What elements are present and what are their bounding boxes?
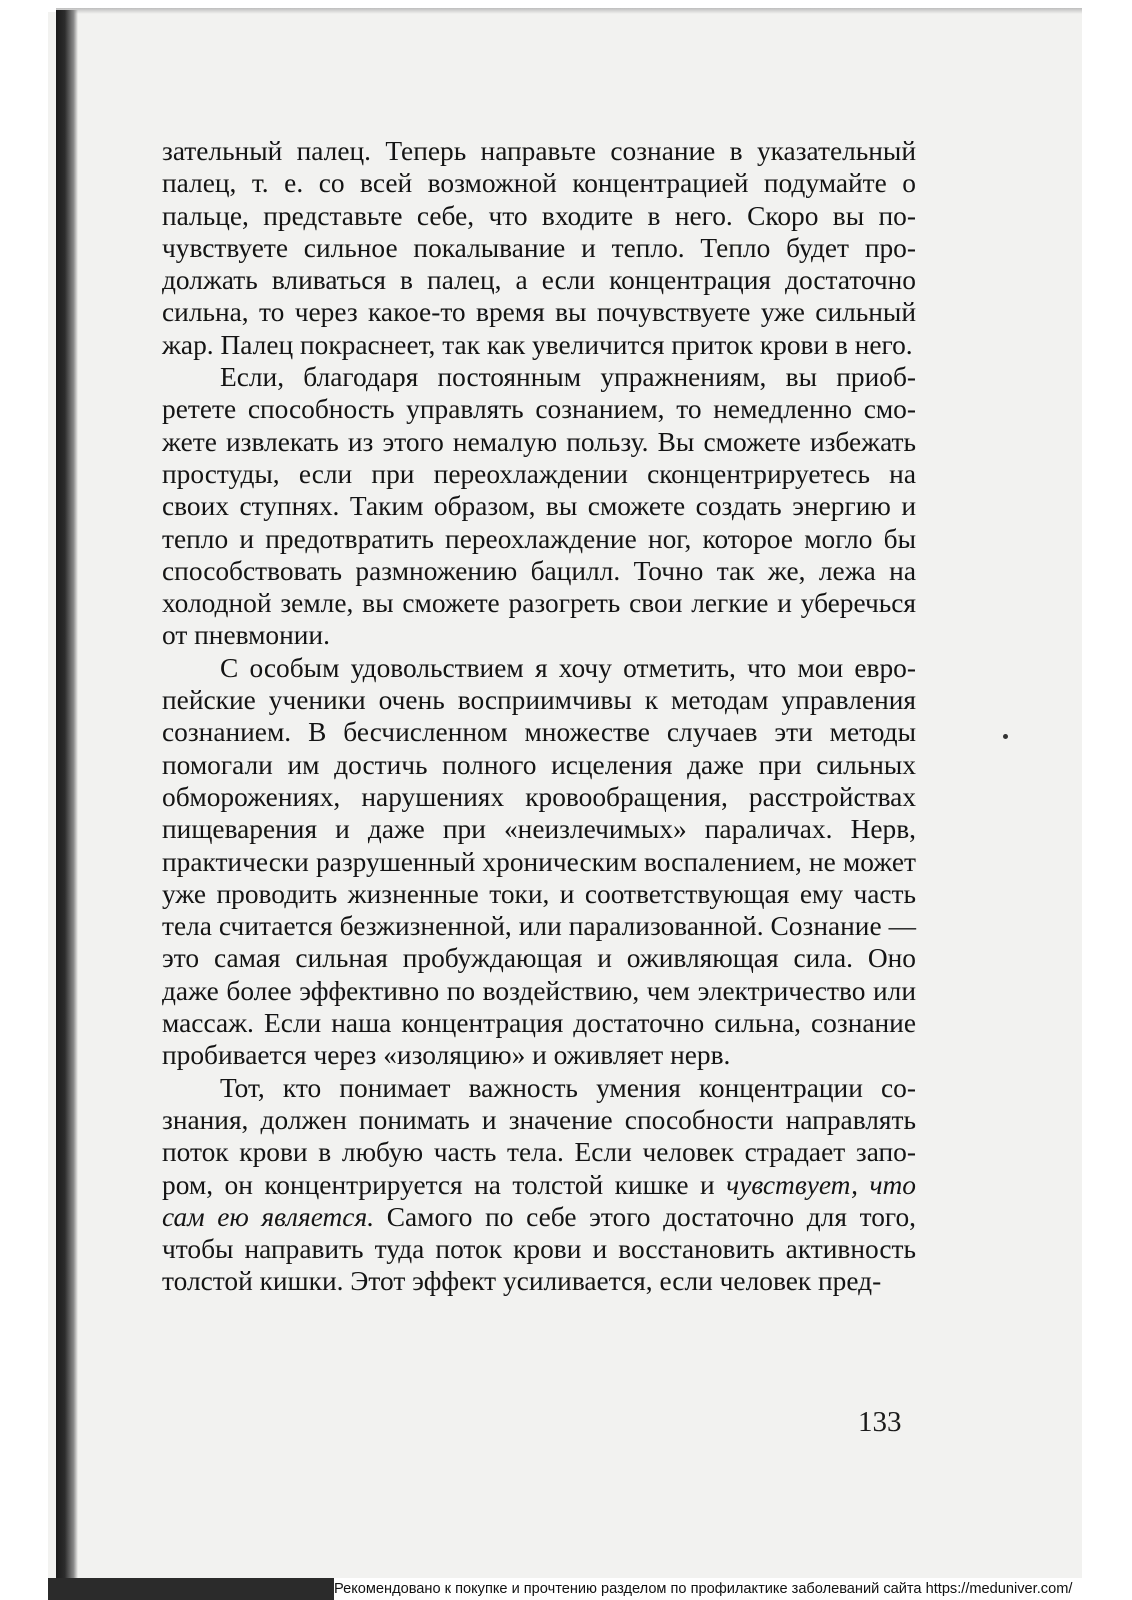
binding-shadow: [56, 10, 78, 1580]
footer-recommendation: Рекомендовано к покупке и прочтению разделом по профилактике заболеваний сайта https://meduniver.com/: [334, 1578, 1130, 1600]
paragraph-4-end: Самого по себе этого достаточно для того, чтобы направить туда поток крови и восстановить активность толстой кишки. Этот эффект усиливается, если человек пред-: [162, 1201, 916, 1297]
paragraph-3: С особым удовольствием я хочу отметить, что мои европейские ученики очень восприимчивы к методам управления сознанием. В бесчисленном множестве случаев эти методы помогали им достичь полного исцеления даже при сильных обморожениях, нарушениях кровообращения, расстройствах пищеварения и даже при «неизлечимых» параличах. Нерв, практически разрушенный хроническим воспалением, не может уже проводить жизненные токи, и соответствующая ему часть тела считается безжизненной, или парализованной. Сознание — это самая сильная пробуждающая и оживляющая сила. Оно даже более эффективно по воздействию, чем электричество или массаж. Если наша концентрация достаточно сильна, сознание пробивается через «изоляцию» и оживляет нерв.: [162, 652, 916, 1071]
body-text: [162, 135, 916, 1298]
paragraph-2: Если, благодаря постоянным упражнениям, вы приобретете способность управлять сознанием, то немедленно сможете извлекать из этого немалую пользу. Вы сможете избежать простуды, если при переохлаждении сконцентрируетесь на своих ступнях. Таким образом, вы сможете создать энергию и тепло и предотвратить переохлаждение ног, которое могло бы способствовать размножению бацилл. Точно так же, лежа на холодной земле, вы сможете разогреть свои легкие и уберечься от пневмонии.: [162, 362, 916, 651]
paragraph-4: [162, 1072, 916, 1298]
paragraph-4-start: Тот, кто понимает важность умения концентрации сознания, должен понимать и значение способности направлять поток крови в любую часть тела. Если человек страдает запором, он концентрируется на толстой кишке и: [162, 1072, 916, 1200]
page-top-edge: [56, 8, 1082, 14]
paragraph-1: зательный палец. Теперь направьте сознание в указательный палец, т. е. со всей возможной концентрацией подумайте о пальце, представьте себе, что входите в него. Скоро вы почувствуете сильное покалывание и тепло. Тепло будет продолжать вливаться в палец, а если концентрация достаточно сильна, то через какое-то время вы почувствуете уже сильный жар. Палец покраснеет, так как увеличится приток крови в него.: [162, 136, 916, 360]
paragraph-4-italic: чувствует, что сам ею является.: [162, 1169, 916, 1232]
ink-speck: [1003, 734, 1008, 739]
page-number: 133: [858, 1406, 902, 1438]
